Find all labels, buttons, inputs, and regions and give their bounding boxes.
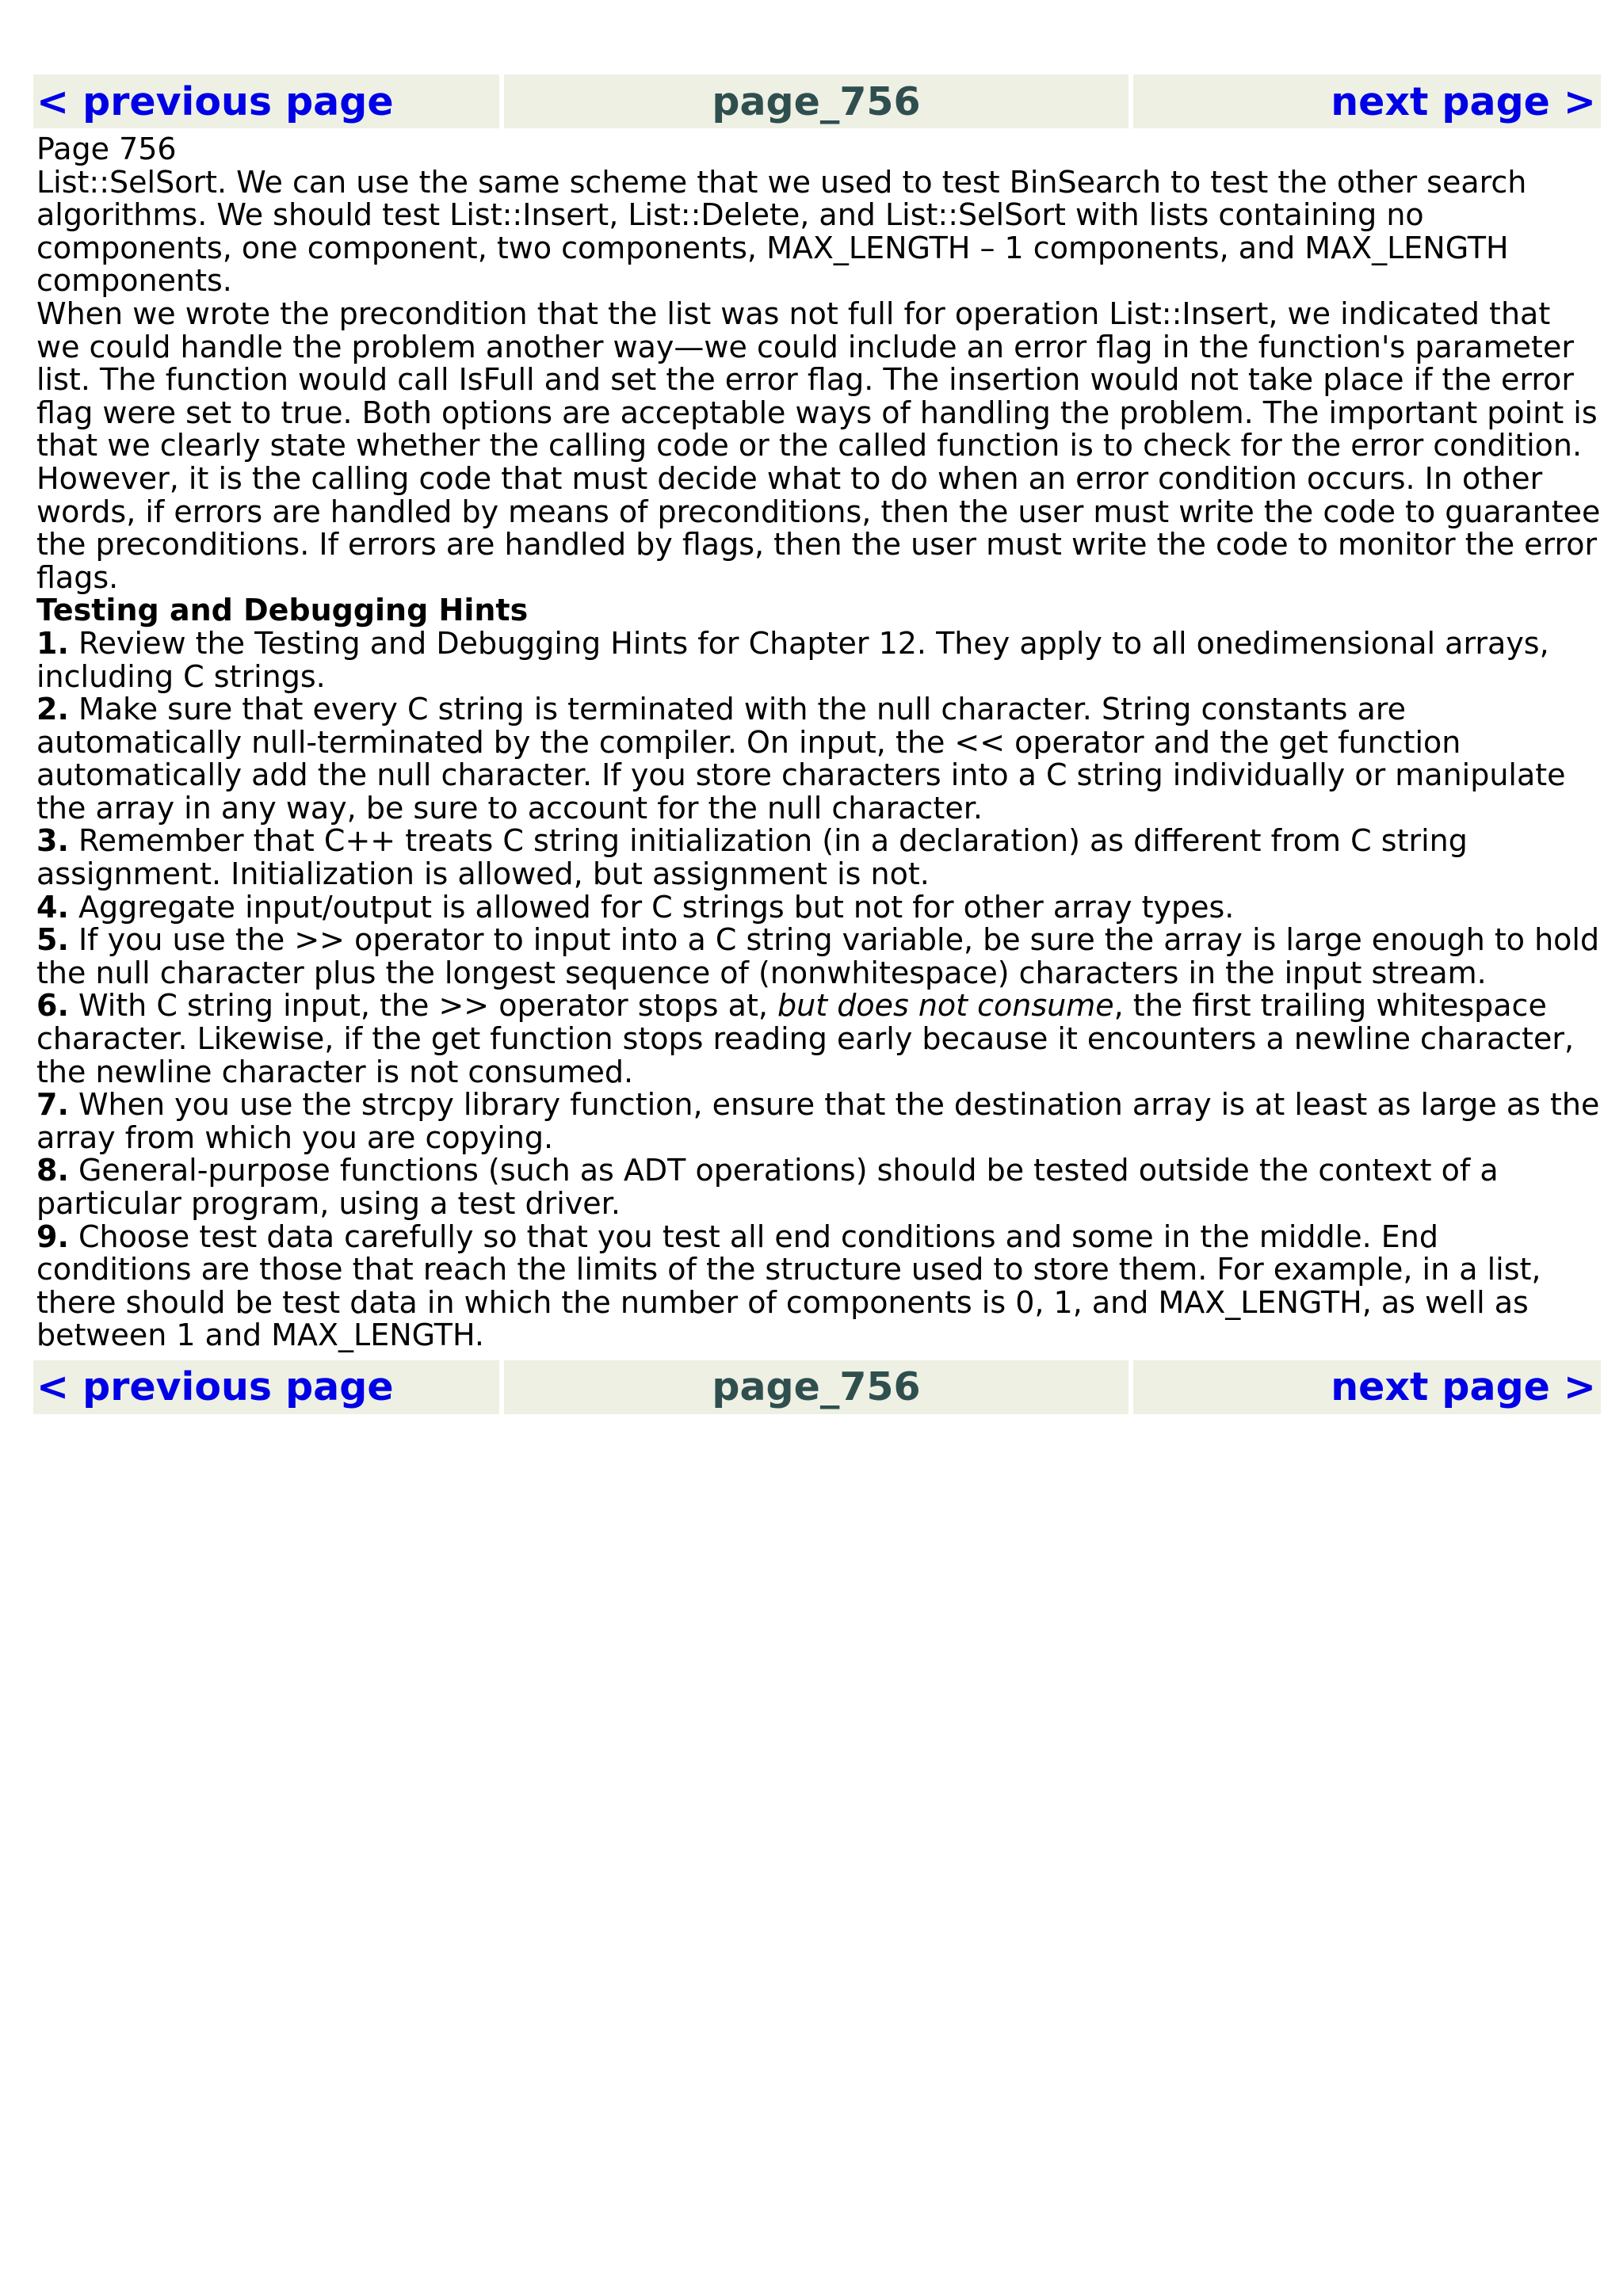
- hint-number: 8.: [36, 1153, 69, 1188]
- hint-number: 7.: [36, 1087, 69, 1123]
- section-heading: [36, 594, 1601, 627]
- hint-text: Aggregate input/output is allowed for C strings but not for other array types.: [68, 889, 1235, 925]
- hint-number: 1.: [36, 625, 69, 661]
- hint-number: 5.: [36, 922, 69, 958]
- hint-item: [36, 1154, 1601, 1220]
- hint-item: [36, 1221, 1601, 1352]
- hint-text: If you use the >> operator to input into a C string variable, be sure the array is large enough to hold the null character plus the longest sequence of (nonwhitespace) characters in the input stream.: [36, 922, 1600, 990]
- previous-page-link[interactable]: < previous page: [33, 1360, 499, 1414]
- hint-text: General-purpose functions (such as ADT operations) should be tested outside the context of a particular program, using a test driver.: [36, 1153, 1499, 1221]
- hint-item: [36, 924, 1601, 990]
- hint-number: 9.: [36, 1219, 69, 1254]
- next-page-link[interactable]: next page >: [1133, 74, 1601, 128]
- error-handling-paragraph: When we wrote the precondition that the list was not full for operation List::Insert, we indicated that we could handle the problem another way—we could include an error flag in the function's parameter list. The function would call IsFull and set the error flag. The insertion would not take place if the error flag were set to true. Both options are acceptable ways of handling the problem. The important point is that we clearly state whether the calling code or the called function is to check for the error condition. However, it is the calling code that must decide what to do when an error condition occurs. In other words, if errors are handled by means of preconditions, then the user must write the code to guarantee the preconditions. If errors are handled by flags, then the user must write the code to monitor the error flags.: [36, 296, 1601, 595]
- hint-text: When you use the strcpy library function, ensure that the destination array is at least as large as the array from which you are copying.: [36, 1087, 1600, 1155]
- next-page-link[interactable]: next page >: [1133, 1360, 1601, 1414]
- hint-number: 2.: [36, 692, 69, 727]
- bottom-navigation-bar: [33, 1360, 1601, 1414]
- hint-text-before: With C string input, the >> operator stops at,: [68, 988, 778, 1024]
- hint-item: [36, 627, 1601, 693]
- hint-item: [36, 891, 1601, 925]
- hint-number: 6.: [36, 988, 69, 1024]
- top-navigation-bar: [33, 74, 1601, 128]
- hint-text: Make sure that every C string is terminated with the null character. String constants are automatically null-terminated by the compiler. On input, the << operator and the get function automatically add the null character. If you store characters into a C string individually or manipulate the array in any way, be sure to account for the null character.: [36, 692, 1566, 826]
- hint-item: [36, 990, 1601, 1089]
- hint-item: [36, 1089, 1601, 1154]
- hint-item: [36, 825, 1601, 891]
- page-number-label: Page 756: [36, 132, 177, 166]
- section-heading-text: Testing and Debugging Hints: [36, 593, 529, 628]
- hint-number: 4.: [36, 889, 69, 925]
- page-content: [33, 128, 1601, 1352]
- hint-text: Review the Testing and Debugging Hints for Chapter 12. They apply to all onedimensional arrays, including C strings.: [36, 625, 1549, 694]
- previous-page-link[interactable]: < previous page: [33, 74, 499, 128]
- hint-text: Choose test data carefully so that you test all end conditions and some in the middle. End conditions are those that reach the limits of the structure used to store them. For example, in a list, there should be test data in which the number of components is 0, 1, and MAX_LENGTH, as well as between 1 and MAX_LENGTH.: [36, 1219, 1541, 1353]
- hint-text: Remember that C++ treats C string initialization (in a declaration) as different from C string assignment. Initialization is allowed, but assignment is not.: [36, 823, 1468, 892]
- page-wrapper: [33, 74, 1601, 1414]
- hint-text-after: , the first trailing whitespace character. Likewise, if the get function stops reading early because it encounters a newline character, the newline character is not consumed.: [36, 988, 1575, 1089]
- page-indicator: page_756: [504, 1360, 1128, 1414]
- page-indicator: page_756: [504, 74, 1128, 128]
- hint-item: [36, 693, 1601, 825]
- hint-text-emphasis: but does not consume: [777, 988, 1114, 1024]
- hint-number: 3.: [36, 823, 69, 859]
- intro-paragraph: List::SelSort. We can use the same scheme that we used to test BinSearch to test the other search algorithms. We should test List::Insert, List::Delete, and List::SelSort with lists containing no components, one component, two components, MAX_LENGTH – 1 components, and MAX_LENGTH components.: [36, 164, 1527, 299]
